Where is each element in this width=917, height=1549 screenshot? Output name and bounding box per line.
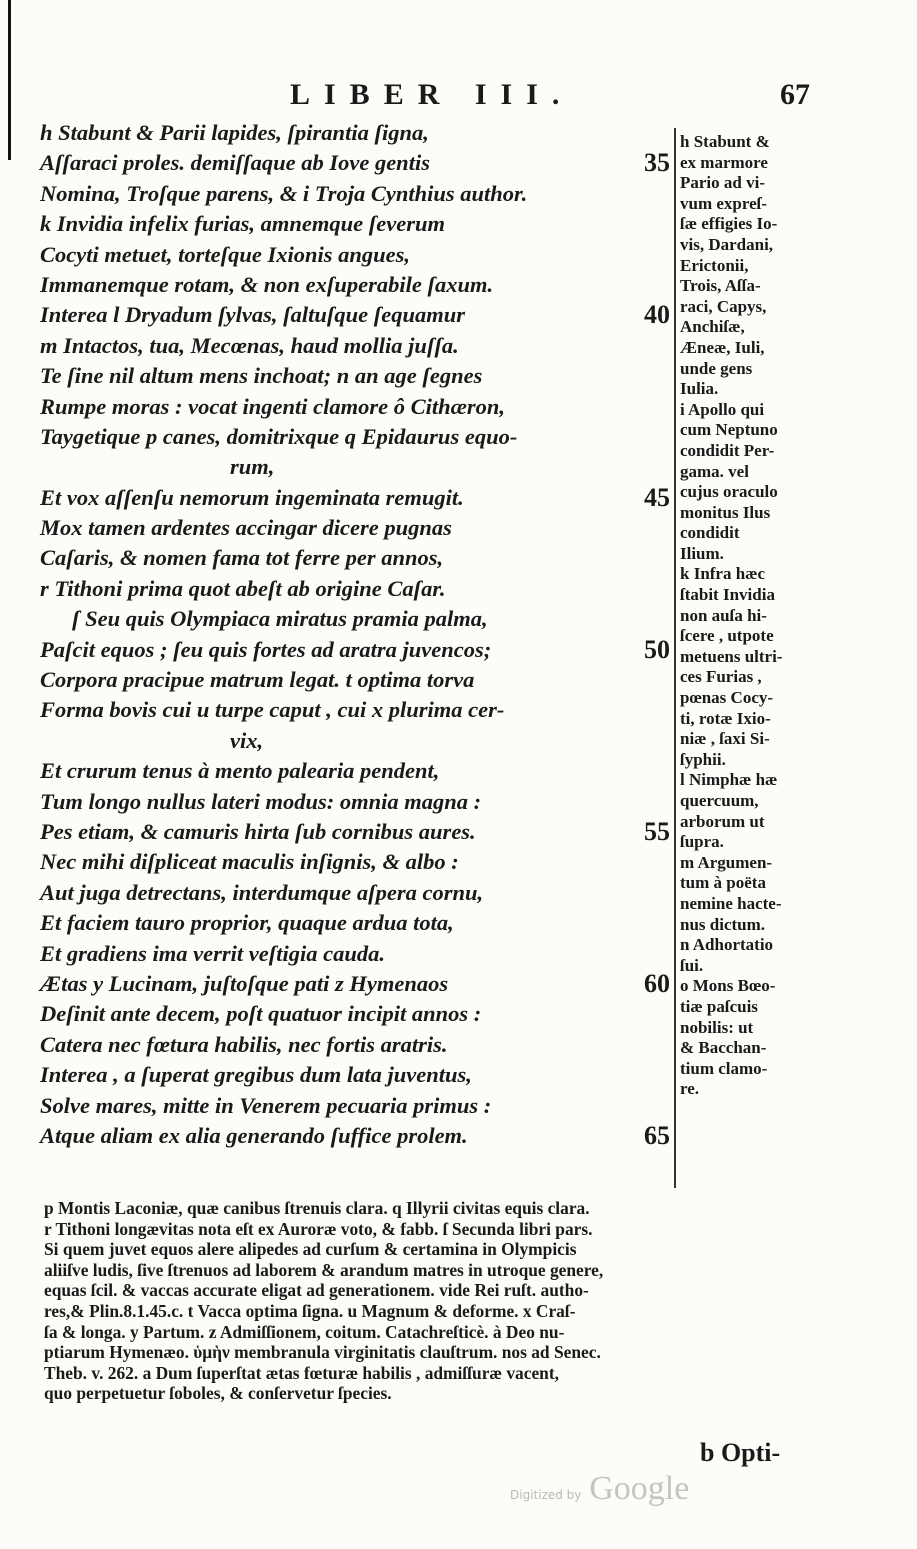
verse-text: Et vox aſſenſu nemorum ingeminata remugit. bbox=[40, 484, 464, 510]
verse-text: Et faciem tauro proprior, quaque ardua tota, bbox=[40, 910, 454, 936]
verse-line bbox=[40, 392, 670, 422]
margin-note-line: ſyphii. bbox=[680, 749, 726, 769]
footnote-line: Si quem juvet equos alere alipedes ad curſum & certamina in Olympicis bbox=[44, 1239, 577, 1260]
footnote-line: aliiſve ludis, ſive ſtrenuos ad laborem & arandum matres in utroque genere, bbox=[44, 1259, 604, 1280]
verse-line bbox=[40, 452, 670, 482]
verse-text: Taygetique p canes, domitrixque q Epidaurus equo- bbox=[40, 423, 518, 449]
margin-note-line: tiæ paſcuis bbox=[680, 996, 758, 1016]
verse-text: Nomina, Troſque parens, & i Troja Cynthius author. bbox=[40, 180, 528, 206]
margin-note-line: cum Neptuno bbox=[680, 420, 778, 440]
verse-text: Immanemque rotam, & non exſuperabile ſaxum. bbox=[40, 271, 494, 297]
digitized-prefix: Digitized by bbox=[510, 1488, 582, 1502]
margin-note-line: raci, Capys, bbox=[680, 296, 767, 316]
verse-text: r Tithoni prima quot abeſt ab origine Caſar. bbox=[40, 575, 446, 601]
verse-line bbox=[40, 1121, 670, 1151]
margin-note-line: ti, rotæ Ixio- bbox=[680, 708, 771, 728]
line-number: 60 bbox=[644, 968, 670, 998]
verse-line bbox=[40, 422, 670, 452]
verse-text: Pes etiam, & camuris hirta ſub cornibus aures. bbox=[40, 818, 476, 844]
footnotes bbox=[44, 1198, 844, 1404]
verse-text: Interea l Dryadum ſylvas, ſaltuſque ſequamur bbox=[40, 302, 465, 328]
margin-note-line: Ilium. bbox=[680, 543, 724, 563]
verse-text: vix, bbox=[230, 727, 264, 753]
verse-line bbox=[40, 1030, 670, 1060]
verse-text: Forma bovis cui u turpe caput , cui x plurima cer- bbox=[40, 697, 505, 723]
verse-line bbox=[40, 361, 670, 391]
footnote-line: ptiarum Hymenæo. ὑμὴν membranula virginitatis clauſtrum. nos ad Senec. bbox=[44, 1342, 601, 1363]
margin-note-line: i Apollo qui bbox=[680, 399, 765, 419]
margin-note-line: vum expreſ- bbox=[680, 193, 768, 213]
margin-note-line: ſupra. bbox=[680, 832, 724, 852]
digitized-watermark bbox=[510, 1470, 689, 1508]
margin-note-line: ces Furias , bbox=[680, 667, 762, 687]
verse-text: h Stabunt & Parii lapides, ſpirantia ſigna, bbox=[40, 120, 429, 145]
footnote-line: quo perpetuetur ſoboles, & conſervetur ſpecies. bbox=[44, 1383, 392, 1404]
margin-note-line: nobilis: ut bbox=[680, 1017, 754, 1037]
google-logo-text: Google bbox=[589, 1470, 690, 1507]
margin-note-line: Trois, Aſſa- bbox=[680, 276, 761, 296]
book-title: LIBER III. bbox=[290, 78, 574, 111]
verse-text: Nec mihi diſpliceat maculis inſignis, & albo : bbox=[40, 849, 459, 875]
footnote-line: equas ſcil. & vaccas accurate eligat ad generationem. vide Rei ruſt. autho- bbox=[44, 1280, 589, 1301]
line-number: 45 bbox=[644, 482, 670, 512]
verse-text: Tum longo nullus lateri modus: omnia magna : bbox=[40, 788, 482, 814]
footnote-line: ſa & longa. y Partum. z Admiſſionem, coitum. Catachreſticè. à Deo nu- bbox=[44, 1321, 565, 1342]
margin-note-line: ſui. bbox=[680, 955, 704, 975]
margin-note-line: arborum ut bbox=[680, 811, 765, 831]
margin-note-line: tium clamo- bbox=[680, 1058, 768, 1078]
verse-line bbox=[40, 240, 670, 270]
margin-note-line: gama. vel bbox=[680, 461, 749, 481]
verse-line bbox=[40, 665, 670, 695]
verse-line bbox=[40, 483, 670, 513]
verse-line bbox=[40, 1060, 670, 1090]
verse-line bbox=[40, 543, 670, 573]
verse-line bbox=[40, 574, 670, 604]
verse-text: Aſſaraci proles. demiſſaque ab Iove gentis bbox=[40, 150, 430, 176]
margin-note-line: n Adhortatio bbox=[680, 935, 774, 955]
footnote-line: p Montis Laconiæ, quæ canibus ſtrenuis clara. q Illyrii civitas equis clara. bbox=[44, 1198, 590, 1218]
verse-line bbox=[40, 604, 670, 634]
verse-text: Aut juga detrectans, interdumque aſpera cornu, bbox=[40, 879, 484, 905]
verse-line bbox=[40, 847, 670, 877]
verse-line bbox=[40, 635, 670, 665]
verse-text: Cocyti metuet, torteſque Ixionis angues, bbox=[40, 241, 411, 267]
margin-note-line: metuens ultri- bbox=[680, 646, 783, 666]
line-number: 40 bbox=[644, 300, 670, 330]
margin-note-line: cujus oraculo bbox=[680, 482, 778, 502]
verse-text: Rumpe moras : vocat ingenti clamore ô Cithæron, bbox=[40, 393, 506, 419]
margin-note-line: re. bbox=[680, 1079, 700, 1099]
margin-note-line: l Nimphæ hæ bbox=[680, 770, 778, 790]
verse-text: m Intactos, tua, Mecœnas, haud mollia juſſa. bbox=[40, 332, 459, 358]
verse-text: Et crurum tenus à mento palearia pendent, bbox=[40, 758, 440, 784]
footnote-line: Theb. v. 262. a Dum ſuperſtat ætas fœturæ habilis , admiſſuræ vacent, bbox=[44, 1362, 559, 1383]
margin-note-line: pœnas Cocy- bbox=[680, 688, 774, 708]
margin-note-line: Anchiſæ, bbox=[680, 317, 745, 337]
margin-rule bbox=[674, 128, 676, 1188]
line-number: 55 bbox=[644, 816, 670, 846]
verse-text: k Invidia infelix furias, amnemque ſeverum bbox=[40, 211, 445, 237]
margin-notes bbox=[680, 132, 830, 1100]
verse-line bbox=[40, 817, 670, 847]
margin-note-line: condidit bbox=[680, 523, 740, 543]
verse-text: Caſaris, & nomen fama tot ferre per annos, bbox=[40, 545, 444, 571]
margin-note-line: Pario ad vi- bbox=[680, 173, 765, 193]
verse-line bbox=[40, 148, 670, 178]
running-header bbox=[0, 78, 917, 118]
margin-note-line: monitus Ilus bbox=[680, 502, 771, 522]
verse-text: Deſinit ante decem, poſt quatuor incipit annos : bbox=[40, 1001, 482, 1027]
verse-text: Solve mares, mitte in Venerem pecuaria primus : bbox=[40, 1092, 492, 1118]
margin-note-line: non auſa hi- bbox=[680, 605, 767, 625]
verse-text: Ætas y Lucinam, juſtoſque pati z Hymenaos bbox=[40, 970, 449, 996]
verse-line bbox=[40, 969, 670, 999]
verse-text: Atque aliam ex alia generando ſuffice prolem. bbox=[40, 1122, 468, 1148]
verse-text: Corpora pracipue matrum legat. t optima torva bbox=[40, 667, 475, 693]
margin-note-line: ſtabit Invidia bbox=[680, 585, 775, 605]
margin-note-line: nus dictum. bbox=[680, 914, 766, 934]
verse-line bbox=[40, 756, 670, 786]
verse-text: rum, bbox=[230, 454, 275, 480]
verse-line bbox=[40, 270, 670, 300]
page-number: 67 bbox=[780, 78, 810, 111]
verse-text: Mox tamen ardentes accingar dicere pugnas bbox=[40, 515, 452, 541]
verse-line bbox=[40, 999, 670, 1029]
verse-line bbox=[40, 209, 670, 239]
footnote-line: r Tithoni longævitas nota eſt ex Auroræ voto, & fabb. ſ Secunda libri pars. bbox=[44, 1218, 593, 1239]
verse-line bbox=[40, 300, 670, 330]
margin-note-line: Iulia. bbox=[680, 379, 719, 399]
verse-line bbox=[40, 878, 670, 908]
margin-note-line: ſcere , utpote bbox=[680, 626, 774, 646]
margin-note-line: condidit Per- bbox=[680, 440, 775, 460]
margin-note-line: niæ , ſaxi Si- bbox=[680, 729, 770, 749]
margin-note-line: k Infra hæc bbox=[680, 564, 766, 584]
verse-line bbox=[40, 908, 670, 938]
line-number: 50 bbox=[644, 634, 670, 664]
poem-text bbox=[40, 118, 670, 1151]
footnote-line: res,& Plin.8.1.45.c. t Vacca optima ſigna. u Magnum & deforme. x Craſ- bbox=[44, 1300, 576, 1321]
margin-note-line: Æneæ, Iuli, bbox=[680, 337, 765, 357]
margin-note-line: quercuum, bbox=[680, 791, 759, 810]
margin-note-line: ex marmore bbox=[680, 152, 768, 172]
verse-text: Interea , a ſuperat gregibus dum lata juventus, bbox=[40, 1062, 472, 1088]
margin-note-line: h Stabunt & bbox=[680, 132, 770, 151]
verse-text: Catera nec fœtura habilis, nec fortis aratris. bbox=[40, 1031, 448, 1057]
verse-line bbox=[40, 939, 670, 969]
verse-line bbox=[40, 695, 670, 725]
margin-note-line: tum à poëta bbox=[680, 873, 766, 893]
verse-text: Et gradiens ima verrit veſtigia cauda. bbox=[40, 940, 385, 966]
line-number: 65 bbox=[644, 1120, 670, 1150]
catchword: b Opti- bbox=[700, 1438, 781, 1467]
margin-note-line: nemine hacte- bbox=[680, 893, 782, 913]
verse-line bbox=[40, 726, 670, 756]
verse-line bbox=[40, 787, 670, 817]
margin-note-line: m Argumen- bbox=[680, 852, 773, 872]
margin-note-line: Erictonii, bbox=[680, 255, 749, 275]
verse-text: ſ Seu quis Olympiaca miratus pramia palma, bbox=[72, 606, 488, 632]
verse-line bbox=[40, 118, 670, 148]
verse-line bbox=[40, 513, 670, 543]
verse-line bbox=[40, 179, 670, 209]
verse-line bbox=[40, 1091, 670, 1121]
margin-note-line: ſæ effigies Io- bbox=[680, 214, 778, 234]
verse-text: Paſcit equos ; ſeu quis fortes ad aratra juvencos; bbox=[40, 636, 492, 662]
verse-line bbox=[40, 331, 670, 361]
margin-note-line: unde gens bbox=[680, 358, 753, 378]
margin-note-line: & Bacchan- bbox=[680, 1038, 767, 1058]
line-number: 35 bbox=[644, 148, 670, 178]
margin-note-line: vis, Dardani, bbox=[680, 234, 774, 254]
margin-note-line: o Mons Bœo- bbox=[680, 976, 776, 996]
verse-text: Te ſine nil altum mens inchoat; n an age ſegnes bbox=[40, 363, 483, 389]
